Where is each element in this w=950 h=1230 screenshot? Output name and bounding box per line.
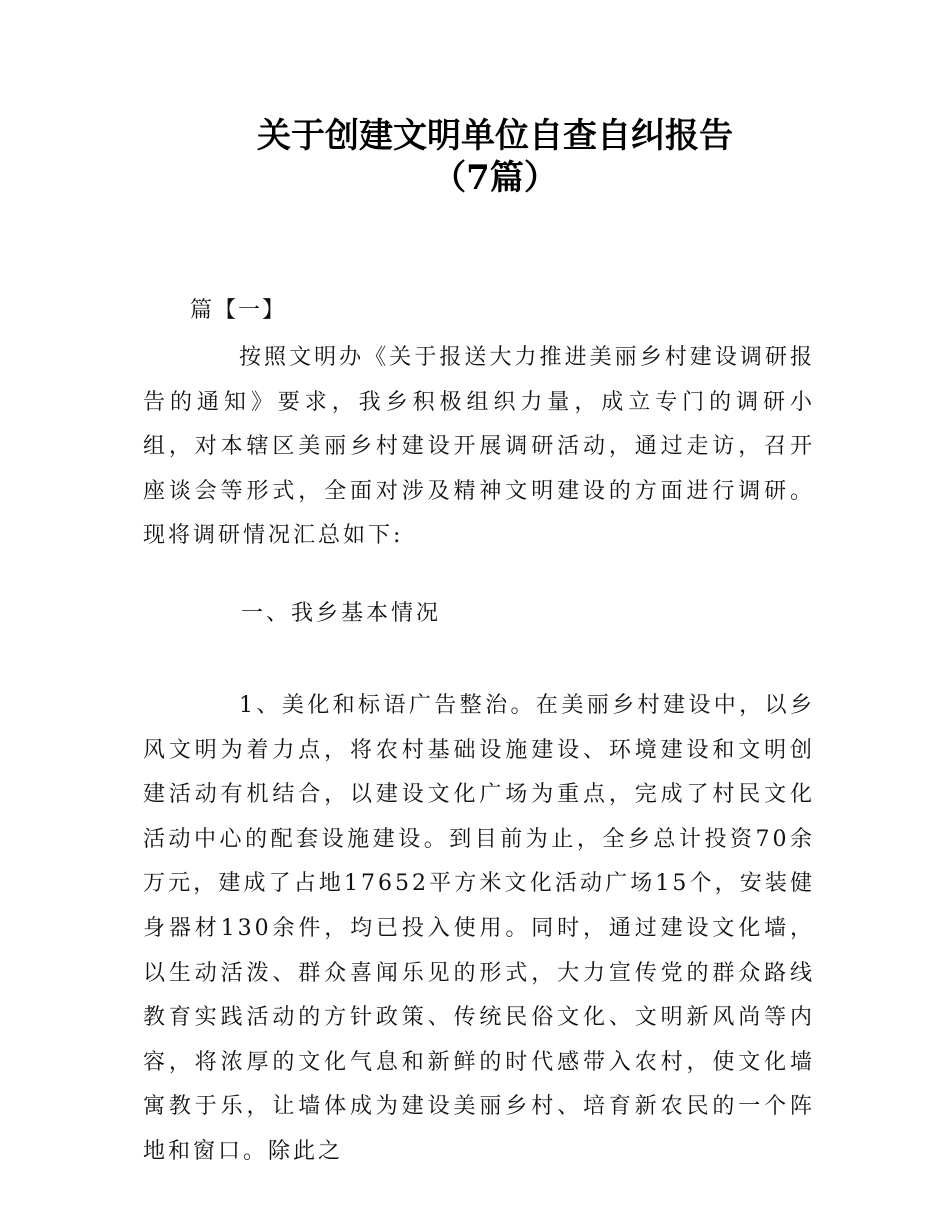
paragraph-intro: 按照文明办《关于报送大力推进美丽乡村建设调研报告的通知》要求，我乡积极组织力量，成立专门的调研小组，对本辖区美丽乡村建设开展调研活动，通过走访，召开座谈会等形式，全面对涉及精神文明建设的方面进行调研。现将调研情况汇总如下: [143,345,815,549]
document-title: 关于创建文明单位自查自纠报告 [257,116,733,156]
paragraph-body: 1、美化和标语广告整治。在美丽乡村建设中，以乡风文明为着力点，将农村基础设施建设、环境建设和文明创建活动有机结合，以建设文化广场为重点，完成了村民文化活动中心的配套设施建设。到目前为止，全乡总计投资70余万元，建成了占地17652平方米文化活动广场15个，安装健身器材130余件，均已投入使用。同时，通过建设文化墙，以生动活泼、群众喜闻乐见的形式，大力宣传党的群众路线教育实践活动的方针政策、传统民俗文化、文明新风尚等内容，将浓厚的文化气息和新鲜的时代感带入农村，使文化墙寓教于乐，让墙体成为建设美丽乡村、培育新农民的一个阵地和窗口。除此之 [143,693,815,1164]
document-subtitle: （7篇） [432,158,558,198]
section-heading: 一、我乡基本情况 [241,601,442,626]
section-label: 篇【一】 [190,298,287,323]
